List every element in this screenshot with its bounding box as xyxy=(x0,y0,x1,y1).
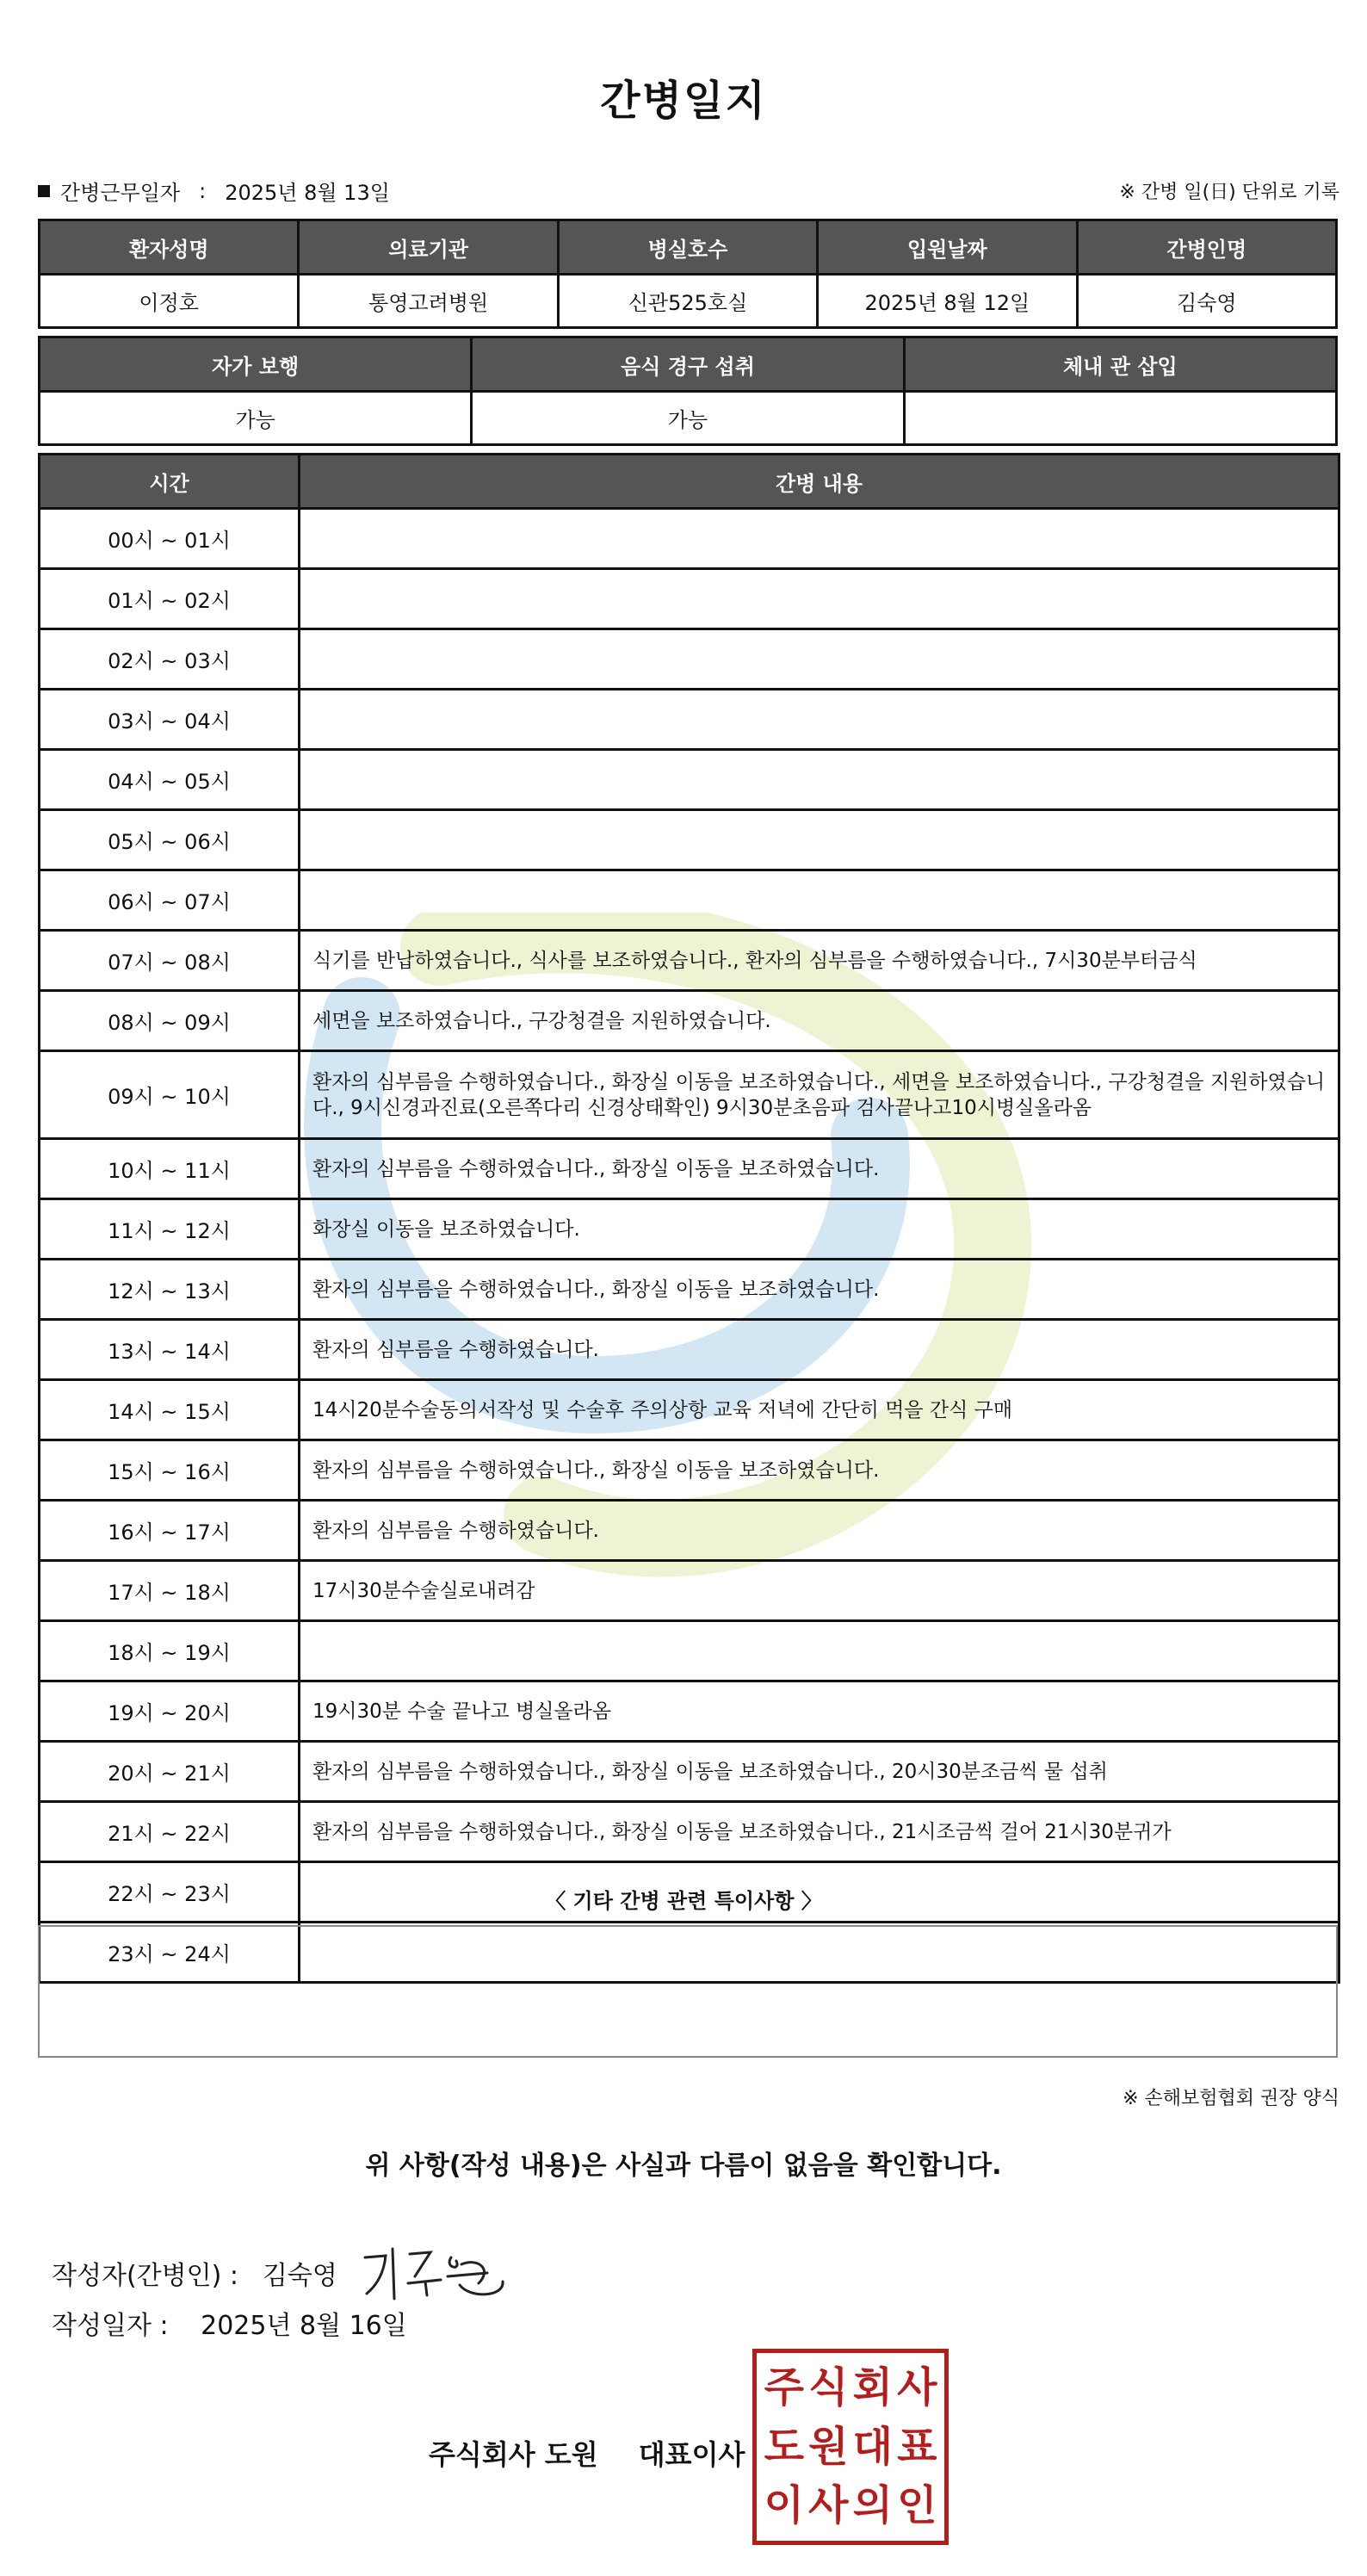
status-value-row xyxy=(40,392,1337,445)
patient-info-table xyxy=(38,219,1338,329)
log-row xyxy=(40,1199,1339,1260)
log-time: 11시 ~ 12시 xyxy=(40,1199,300,1260)
log-row xyxy=(40,931,1339,991)
log-content xyxy=(300,690,1339,750)
seal-character: 표 xyxy=(897,2422,937,2471)
oral-intake-value: 가능 xyxy=(472,392,904,445)
header-care-content: 간병 내용 xyxy=(300,455,1339,509)
log-content: 환자의 심부름을 수행하였습니다., 화장실 이동을 보조하였습니다. xyxy=(300,1139,1339,1199)
log-content: 17시30분수술실로내려감 xyxy=(300,1561,1339,1621)
log-row xyxy=(40,569,1339,629)
log-row xyxy=(40,1260,1339,1320)
log-content: 세면을 보조하였습니다., 구강청결을 지원하였습니다. xyxy=(300,991,1339,1051)
log-time: 19시 ~ 20시 xyxy=(40,1681,300,1742)
header-tube-insertion: 체내 관 삽입 xyxy=(904,337,1336,392)
handwritten-signature-icon xyxy=(358,2239,513,2307)
work-date-value: 2025년 8월 13일 xyxy=(225,181,390,205)
log-header-row xyxy=(40,455,1339,509)
square-bullet-icon xyxy=(38,185,50,197)
seal-character: 사 xyxy=(808,2481,849,2530)
log-row xyxy=(40,991,1339,1051)
log-time: 15시 ~ 16시 xyxy=(40,1440,300,1501)
seal-character: 사 xyxy=(897,2363,937,2412)
admission-date: 2025년 8월 12일 xyxy=(818,275,1077,328)
log-time: 12시 ~ 13시 xyxy=(40,1260,300,1320)
log-row xyxy=(40,1621,1339,1681)
log-row xyxy=(40,1802,1339,1862)
log-time: 17시 ~ 18시 xyxy=(40,1561,300,1621)
log-row xyxy=(40,1681,1339,1742)
write-date-value: 2025년 8월 16일 xyxy=(201,2311,407,2341)
log-content xyxy=(300,870,1339,931)
seal-character: 회 xyxy=(852,2363,893,2412)
writer-label: 작성자(간병인) : xyxy=(52,2261,238,2291)
log-time: 18시 ~ 19시 xyxy=(40,1621,300,1681)
writer-name: 김숙영 xyxy=(262,2261,337,2291)
log-row xyxy=(40,629,1339,690)
seal-character: 의 xyxy=(852,2481,893,2530)
seal-character: 주 xyxy=(764,2363,804,2412)
company-line xyxy=(429,2433,745,2473)
log-time: 14시 ~ 15시 xyxy=(40,1380,300,1440)
log-row xyxy=(40,1320,1339,1380)
log-time: 04시 ~ 05시 xyxy=(40,750,300,810)
patient-name: 이정호 xyxy=(40,275,299,328)
log-row xyxy=(40,810,1339,870)
write-date-line xyxy=(52,2304,407,2342)
log-time: 23시 ~ 24시 xyxy=(40,1923,300,1983)
log-content xyxy=(300,810,1339,870)
seal-character: 대 xyxy=(852,2422,893,2471)
confirmation-statement: 위 사항(작성 내용)은 사실과 다름이 없음을 확인합니다. xyxy=(365,2151,1002,2181)
log-time: 07시 ~ 08시 xyxy=(40,931,300,991)
log-content xyxy=(300,569,1339,629)
document-title: 간병일지 xyxy=(600,77,767,125)
log-row xyxy=(40,1561,1339,1621)
caregiver-name: 김숙영 xyxy=(1077,275,1336,328)
header-time: 시간 xyxy=(40,455,300,509)
log-content: 14시20분수술동의서작성 및 수술후 주의상항 교육 저녁에 간단히 먹을 간식 구매 xyxy=(300,1380,1339,1440)
tube-insertion-value xyxy=(904,392,1336,445)
special-notes-box xyxy=(38,1925,1338,2058)
log-time: 13시 ~ 14시 xyxy=(40,1320,300,1380)
log-content: 환자의 심부름을 수행하였습니다., 화장실 이동을 보조하였습니다., 21시조금씩 걸어 21시30분귀가 xyxy=(300,1802,1339,1862)
seal-character: 원 xyxy=(808,2422,849,2471)
writer-line xyxy=(52,2239,513,2307)
log-content: 식기를 반납하였습니다., 식사를 보조하였습니다., 환자의 심부름을 수행하였습니다., 7시30분부터금식 xyxy=(300,931,1339,991)
log-row xyxy=(40,1139,1339,1199)
log-time: 08시 ~ 09시 xyxy=(40,991,300,1051)
work-date-line xyxy=(38,176,390,206)
log-row xyxy=(40,1051,1339,1139)
log-content: 환자의 심부름을 수행하였습니다., 화장실 이동을 보조하였습니다. xyxy=(300,1440,1339,1501)
seal-character: 도 xyxy=(764,2422,804,2471)
seal-character: 인 xyxy=(897,2481,937,2530)
seal-character: 식 xyxy=(808,2363,849,2412)
log-content: 환자의 심부름을 수행하였습니다. xyxy=(300,1320,1339,1380)
header-patient-name: 환자성명 xyxy=(40,220,299,275)
log-content: 19시30분 수술 끝나고 병실올라옴 xyxy=(300,1681,1339,1742)
header-self-walking: 자가 보행 xyxy=(40,337,472,392)
log-content: 화장실 이동을 보조하였습니다. xyxy=(300,1199,1339,1260)
header-hospital: 의료기관 xyxy=(299,220,558,275)
log-time: 01시 ~ 02시 xyxy=(40,569,300,629)
self-walking-value: 가능 xyxy=(40,392,472,445)
log-content: 환자의 심부름을 수행하였습니다. xyxy=(300,1501,1339,1561)
log-time: 16시 ~ 17시 xyxy=(40,1501,300,1561)
log-time: 10시 ~ 11시 xyxy=(40,1139,300,1199)
company-seal-stamp xyxy=(752,2349,949,2545)
log-row xyxy=(40,509,1339,569)
header-admission-date: 입원날짜 xyxy=(818,220,1077,275)
log-time: 09시 ~ 10시 xyxy=(40,1051,300,1139)
log-content: 환자의 심부름을 수행하였습니다., 화장실 이동을 보조하였습니다., 20시30분조금씩 물 섭취 xyxy=(300,1742,1339,1802)
header-oral-intake: 음식 경구 섭취 xyxy=(472,337,904,392)
work-date-separator: : xyxy=(199,178,207,203)
log-time: 21시 ~ 22시 xyxy=(40,1802,300,1862)
log-time: 00시 ~ 01시 xyxy=(40,509,300,569)
log-time: 06시 ~ 07시 xyxy=(40,870,300,931)
special-notes-title: 〈 기타 간병 관련 특이사항 〉 xyxy=(545,1889,822,1913)
log-content xyxy=(300,1621,1339,1681)
log-content: 환자의 심부름을 수행하였습니다., 화장실 이동을 보조하였습니다. xyxy=(300,1260,1339,1320)
log-time: 02시 ~ 03시 xyxy=(40,629,300,690)
log-row xyxy=(40,1440,1339,1501)
patient-header-row xyxy=(40,220,1337,275)
header-room: 병실호수 xyxy=(558,220,817,275)
room-number: 신관525호실 xyxy=(558,275,817,328)
write-date-label: 작성일자 : xyxy=(52,2311,169,2341)
log-content xyxy=(300,629,1339,690)
patient-status-table xyxy=(38,336,1338,446)
seal-character: 이 xyxy=(764,2481,804,2530)
log-row xyxy=(40,1380,1339,1440)
company-name: 주식회사 도원 xyxy=(429,2438,598,2471)
log-time: 22시 ~ 23시 xyxy=(40,1862,300,1923)
log-body xyxy=(40,509,1339,1983)
log-time: 20시 ~ 21시 xyxy=(40,1742,300,1802)
log-row xyxy=(40,750,1339,810)
log-row xyxy=(40,690,1339,750)
log-content: 환자의 심부름을 수행하였습니다., 화장실 이동을 보조하였습니다., 세면을 보조하였습니다., 구강청결을 지원하였습니다., 9시신경과진료(오른쪽다리 신경상태확인) 9시30분초음파 검사끝나고10시병실올라옴 xyxy=(300,1051,1339,1139)
company-rep: 대표이사 xyxy=(638,2438,745,2471)
log-time: 05시 ~ 06시 xyxy=(40,810,300,870)
care-log-table xyxy=(38,453,1340,1984)
status-header-row xyxy=(40,337,1337,392)
header-caregiver: 간병인명 xyxy=(1077,220,1336,275)
log-time: 03시 ~ 04시 xyxy=(40,690,300,750)
log-content xyxy=(300,750,1339,810)
log-row xyxy=(40,1742,1339,1802)
work-date-label: 간병근무일자 xyxy=(60,181,181,205)
recommend-note: ※ 손해보험협회 권장 양식 xyxy=(1123,2088,1339,2109)
log-row xyxy=(40,1501,1339,1561)
patient-value-row xyxy=(40,275,1337,328)
log-row xyxy=(40,870,1339,931)
log-content xyxy=(300,509,1339,569)
unit-note: ※ 간병 일(日) 단위로 기록 xyxy=(1119,182,1339,203)
hospital-name: 통영고려병원 xyxy=(299,275,558,328)
